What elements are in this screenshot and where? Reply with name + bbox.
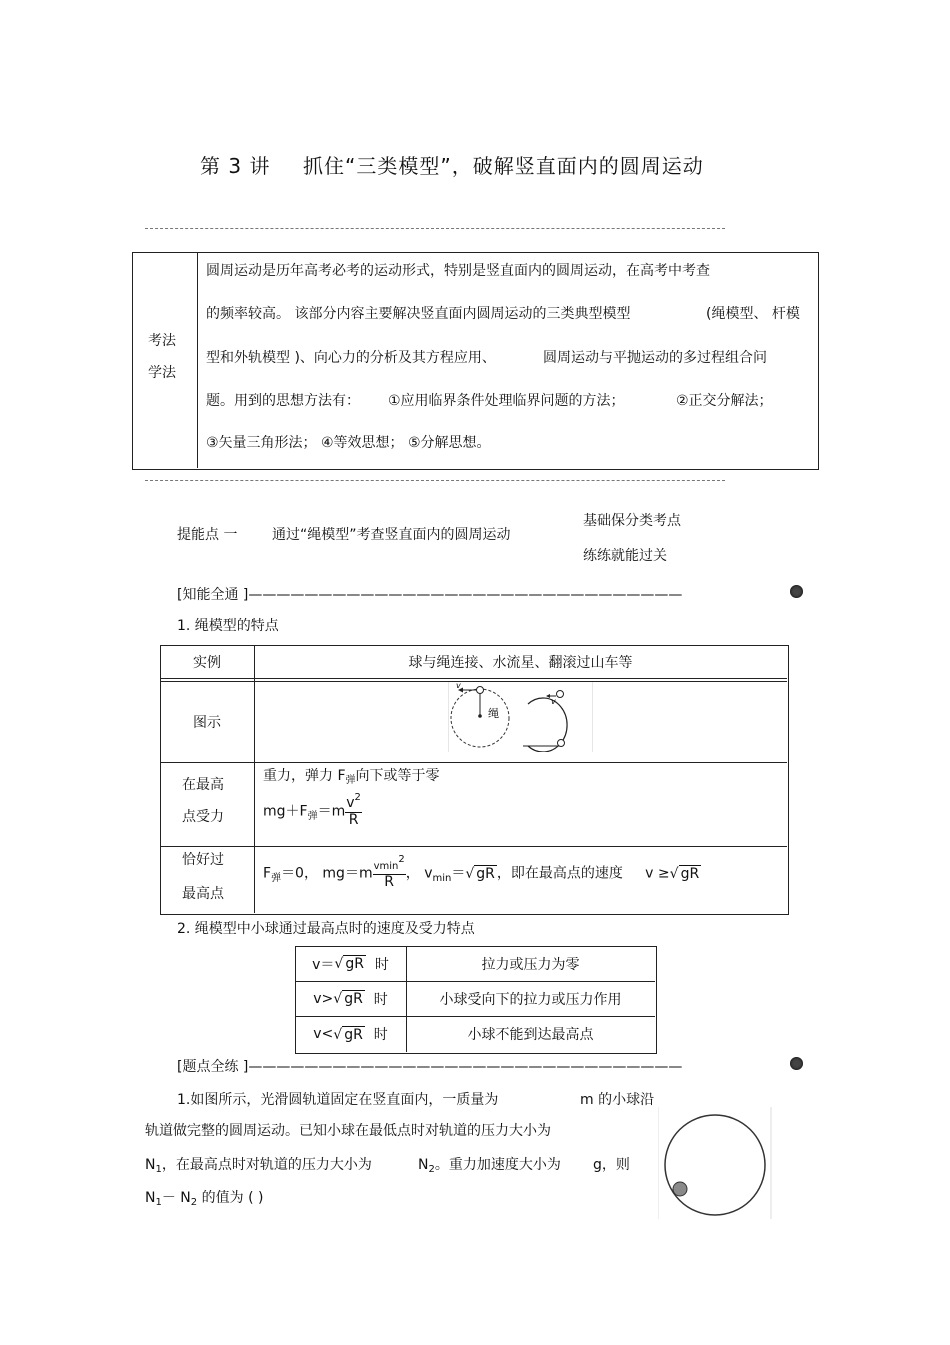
force-description: 重力，弹力 $F_弹$向下或等于零 bbox=[263, 768, 440, 786]
speed-row-result: 拉力或压力为零 bbox=[481, 956, 580, 973]
rope-table-col-divider bbox=[254, 645, 255, 913]
speed-row-result: 小球不能到达最高点 bbox=[467, 1027, 594, 1043]
question-text: 1.如图所示，光滑圆轨道固定在竖直面内，一质量为 bbox=[177, 1092, 499, 1108]
question-text: $N_1$，在最高点时对轨道的压力大小为 bbox=[145, 1157, 372, 1175]
rope-table-row-divider bbox=[160, 678, 787, 679]
rope-table-row-divider bbox=[160, 762, 787, 763]
bullet-dot-icon bbox=[790, 1057, 803, 1070]
rope-label: 绳 bbox=[488, 707, 499, 720]
knowledge-item-1: 1. 绳模型的特点 bbox=[177, 618, 279, 634]
section-label: 提能点 一 bbox=[177, 527, 238, 543]
intro-line: 题。用到的思想方法有： bbox=[206, 393, 360, 409]
intro-line: 圆周运动与平抛运动的多过程组合问 bbox=[543, 350, 767, 366]
section-tag-2: 练练就能过关 bbox=[583, 548, 667, 564]
intro-line: 型和外轨模型 )、向心力的分析及其方程应用、 bbox=[206, 350, 496, 366]
intro-line: ①应用临界条件处理临界问题的方法； bbox=[388, 393, 625, 409]
rope-row1-value: 球与绳连接、水流星、翻滚过山车等 bbox=[408, 654, 633, 671]
circular-track-figure bbox=[658, 1107, 772, 1219]
rope-row3-label-2: 点受力 bbox=[182, 809, 224, 825]
speed-row-condition: v< √ gR 时 bbox=[313, 1026, 388, 1043]
bullet-dot-icon bbox=[790, 585, 803, 598]
critical-condition: $F_弹=0$， mg＝m $\frac{vmin^2}{R}$ ， $v_{min}=√$ gR ，即在最高点的速度 v ≥√ gR bbox=[263, 854, 700, 890]
section-heading: 通过“绳模型”考查竖直面内的圆周运动 bbox=[272, 527, 511, 543]
divider-top bbox=[145, 228, 725, 229]
rope-table-row-divider bbox=[160, 846, 787, 847]
question-text: m 的小球沿 bbox=[580, 1092, 655, 1108]
velocity-label: v bbox=[456, 682, 461, 690]
intro-label-2: 学法 bbox=[148, 365, 176, 381]
speed-row-result: 小球受向下的拉力或压力作用 bbox=[439, 991, 622, 1008]
rope-row4-label-1: 恰好过 bbox=[182, 852, 224, 868]
question-text: 轨道做完整的圆周运动。已知小球在最低点时对轨道的压力大小为 bbox=[145, 1123, 551, 1139]
knowledge-header: [知能全通 ]——————————————————————————————— bbox=[177, 587, 683, 603]
velocity-label: v bbox=[551, 697, 556, 706]
rope-row4-label-2: 最高点 bbox=[182, 886, 224, 902]
intro-line: (绳模型、 杆模 bbox=[706, 306, 800, 322]
page-title: 抓住“三类模型”，破解竖直面内的圆周运动 bbox=[303, 154, 704, 178]
intro-line: 的频率较高。 该部分内容主要解决竖直面内圆周运动的三类典型模型 bbox=[206, 306, 631, 322]
speed-row-condition: v＝ √ gR 时 bbox=[312, 956, 389, 973]
rope-row2-label: 图示 bbox=[193, 714, 221, 731]
intro-line: ③矢量三角形法； ④等效思想； ⑤分解思想。 bbox=[206, 435, 491, 451]
intro-label-1: 考法 bbox=[148, 333, 176, 349]
speed-row-condition: v> √ gR 时 bbox=[313, 990, 388, 1008]
intro-line: 圆周运动是历年高考必考的运动形式，特别是竖直面内的圆周运动，在高考中考查 bbox=[206, 263, 710, 279]
rope-row1-label: 实例 bbox=[193, 654, 221, 671]
practice-header: [题点全练 ]——————————————————————————————— bbox=[177, 1059, 683, 1075]
question-text: $N_1- N_2$ 的值为 ( ) bbox=[145, 1190, 264, 1208]
rope-row3-label-1: 在最高 bbox=[182, 777, 224, 793]
rope-model-figure bbox=[448, 682, 593, 752]
question-text: g，则 bbox=[593, 1157, 630, 1173]
lecture-number: 第 3 讲 bbox=[200, 154, 271, 178]
knowledge-item-2: 2. 绳模型中小球通过最高点时的速度及受力特点 bbox=[177, 921, 475, 937]
divider-bottom bbox=[145, 480, 725, 481]
intro-divider bbox=[197, 252, 198, 468]
force-equation: $mg+F_弹=m$ $\frac{v^2}{R}$ bbox=[263, 792, 361, 828]
question-text: $N_2$。重力加速度大小为 bbox=[418, 1157, 561, 1175]
intro-line: ②正交分解法； bbox=[676, 393, 773, 409]
section-tag-1: 基础保分类考点 bbox=[583, 513, 681, 529]
